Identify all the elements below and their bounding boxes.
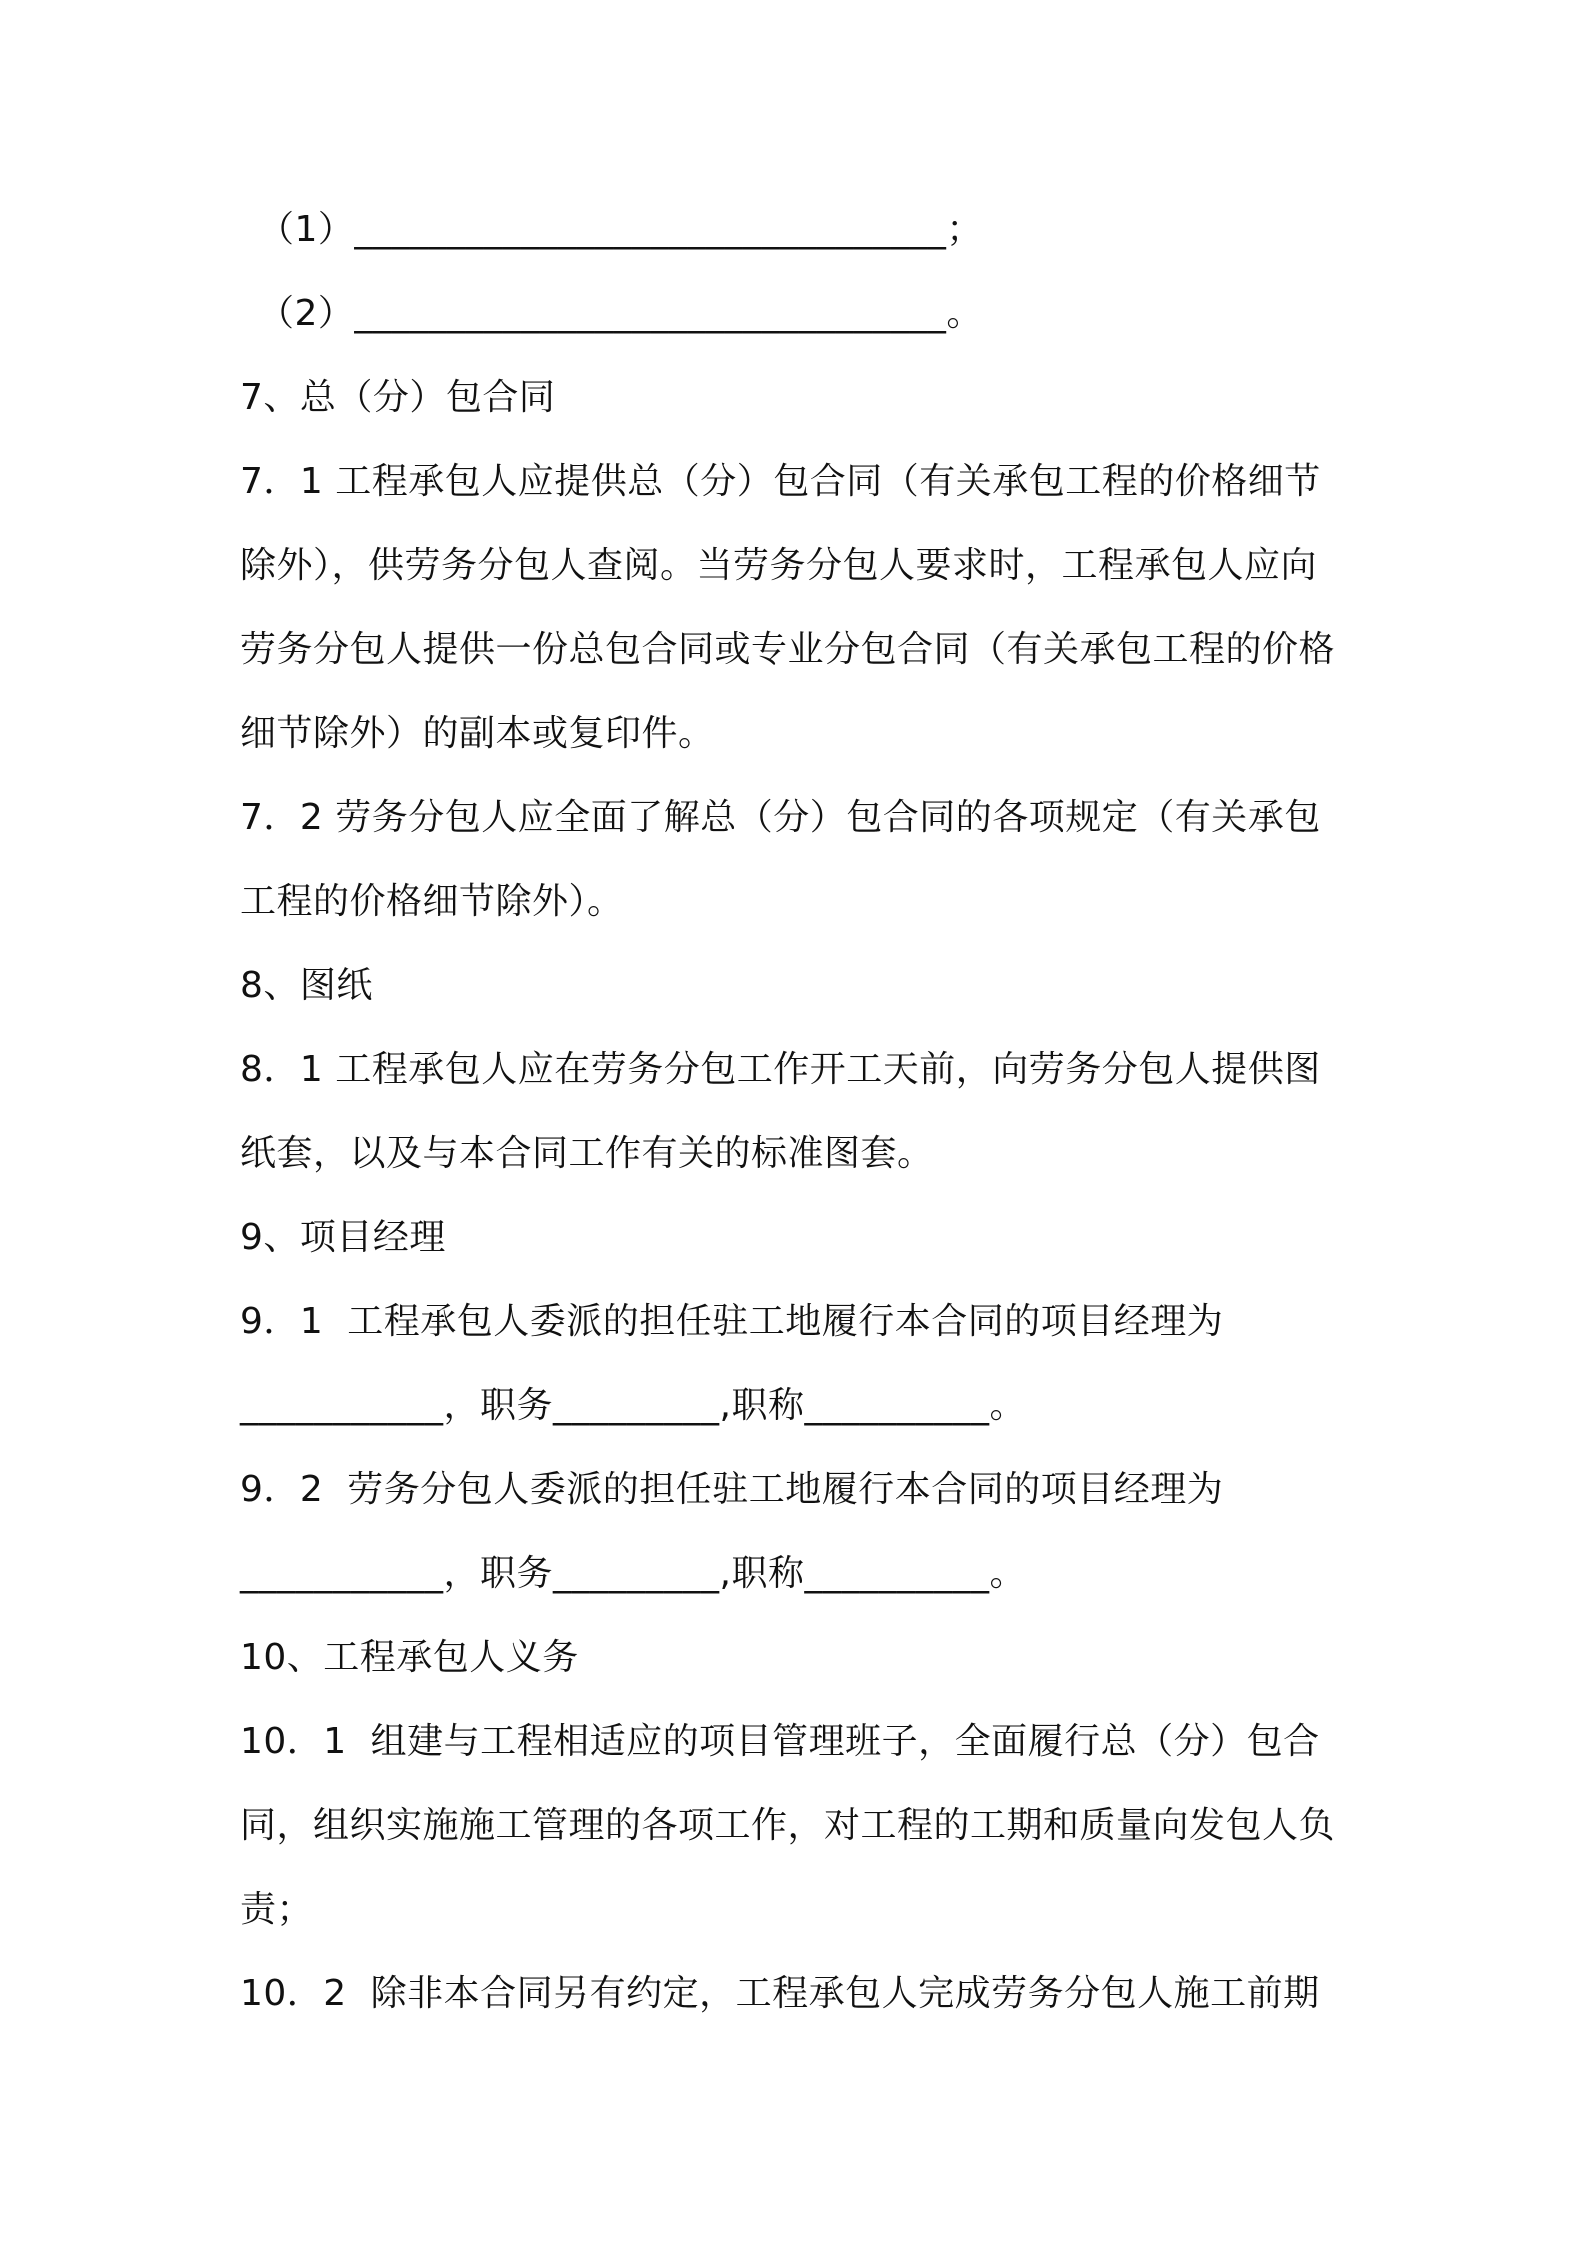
paragraph-line: 纸套，以及与本合同工作有关的标准图套。 [240, 1133, 934, 1174]
paragraph-line: 工程的价格细节除外）。 [240, 881, 624, 922]
blank-item-2: （2）________________________________。 [258, 293, 983, 334]
section-heading-9: 9、项目经理 [240, 1217, 446, 1258]
paragraph-line: 劳务分包人提供一份总包合同或专业分包合同（有关承包工程的价格 [240, 629, 1336, 670]
paragraph-line: 10．1 组建与工程相适应的项目管理班子，全面履行总（分）包合 [240, 1721, 1320, 1762]
paragraph-line: 9．2 劳务分包人委派的担任驻工地履行本合同的项目经理为 [240, 1469, 1224, 1510]
paragraph-line: 10．2 除非本合同另有约定，工程承包人完成劳务分包人施工前期 [240, 1973, 1320, 2014]
fill-in-line: ___________，职务_________,职称__________。 [240, 1385, 1026, 1426]
paragraph-line: 细节除外）的副本或复印件。 [240, 713, 715, 754]
paragraph-line: 7．1 工程承包人应提供总（分）包合同（有关承包工程的价格细节 [240, 461, 1321, 502]
paragraph-line: 9．1 工程承包人委派的担任驻工地履行本合同的项目经理为 [240, 1301, 1224, 1342]
paragraph-line: 责； [240, 1889, 314, 1930]
paragraph-line: 同，组织实施施工管理的各项工作，对工程的工期和质量向发包人负 [240, 1805, 1336, 1846]
section-heading-7: 7、总（分）包合同 [240, 377, 556, 418]
paragraph-line: 除外），供劳务分包人查阅。当劳务分包人要求时，工程承包人应向 [240, 545, 1318, 586]
paragraph-line: 8．1 工程承包人应在劳务分包工作开工天前，向劳务分包人提供图 [240, 1049, 1321, 1090]
blank-item-1: （1）________________________________； [258, 209, 983, 250]
fill-in-line: ___________，职务_________,职称__________。 [240, 1553, 1026, 1594]
section-heading-10: 10、工程承包人义务 [240, 1637, 579, 1678]
section-heading-8: 8、图纸 [240, 965, 373, 1006]
paragraph-line: 7．2 劳务分包人应全面了解总（分）包合同的各项规定（有关承包 [240, 797, 1321, 838]
